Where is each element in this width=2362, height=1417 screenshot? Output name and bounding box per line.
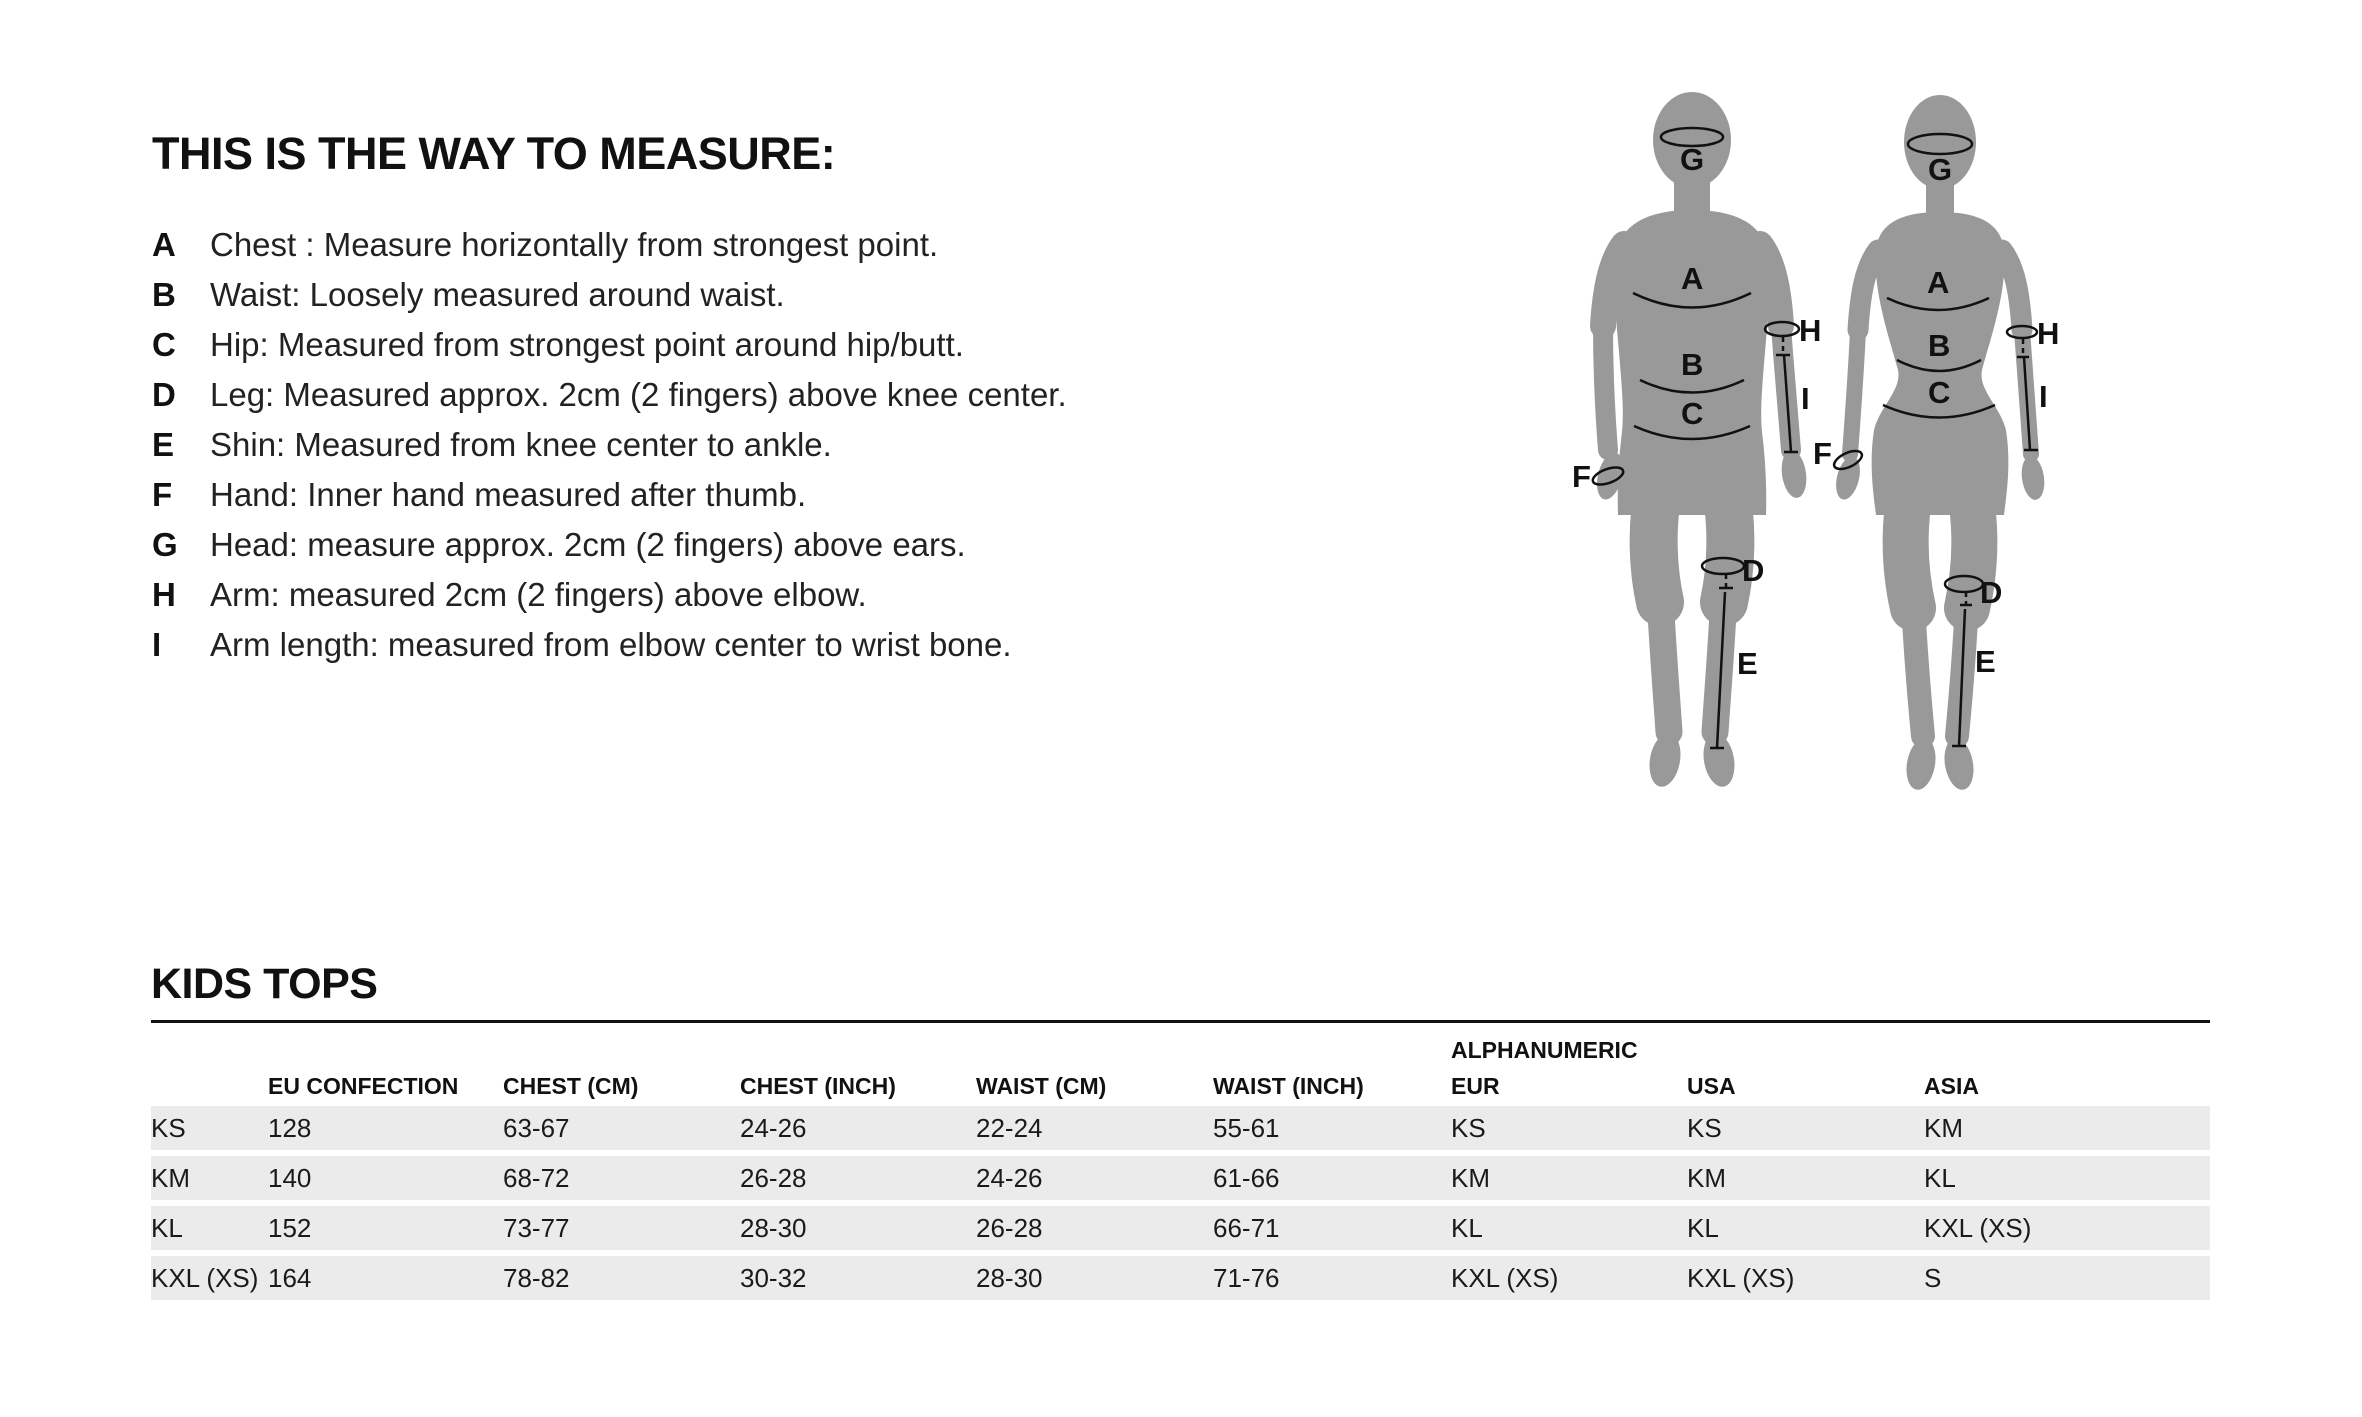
column-header: EU CONFECTION (268, 1073, 459, 1100)
male-label-chest-a: A (1681, 261, 1704, 296)
male-label-armlength-i: I (1801, 381, 1810, 416)
size-cell: 22-24 (976, 1106, 1213, 1150)
size-cell: 73-77 (503, 1206, 740, 1250)
body-measurement-diagram (1570, 60, 2190, 820)
measure-key: A (152, 225, 176, 263)
size-cell: 24-26 (740, 1106, 976, 1150)
size-cell: KM (1924, 1106, 2210, 1150)
measure-item-f (152, 470, 1067, 520)
measure-text: Arm length: measured from elbow center to wrist bone. (210, 625, 1012, 663)
size-cell: KS (1451, 1106, 1687, 1150)
measure-list (152, 220, 1067, 670)
male-left-shin (1660, 594, 1669, 732)
male-label-leg-d: D (1742, 553, 1765, 588)
column-header: EUR (1451, 1073, 1500, 1100)
male-label-hip-c: C (1681, 396, 1704, 431)
size-row-label: KL (151, 1206, 268, 1250)
size-cell: 152 (268, 1206, 503, 1250)
measure-key: I (152, 625, 162, 663)
female-left-shin (1913, 600, 1923, 736)
measure-text: Chest : Measure horizontally from strongest point. (210, 225, 939, 263)
male-label-head-g: G (1680, 142, 1705, 177)
measure-item-e (152, 420, 1067, 470)
female-label-head-g: G (1928, 152, 1953, 187)
measure-item-d (152, 370, 1067, 420)
size-cell: KS (1687, 1106, 1924, 1150)
female-body (1832, 95, 2047, 792)
spacer-cell (151, 1040, 268, 1064)
column-header: ASIA (1924, 1073, 1979, 1100)
measure-key: H (152, 575, 176, 613)
spacer-cell (503, 1040, 740, 1064)
measure-item-a (152, 220, 1067, 270)
size-cell: 140 (268, 1156, 503, 1200)
measure-key: D (152, 375, 176, 413)
measure-text: Leg: Measured approx. 2cm (2 fingers) above knee center. (210, 375, 1067, 413)
measure-guide (152, 128, 1067, 670)
male-label-hand-f: F (1572, 459, 1591, 494)
male-label-arm-h: H (1799, 313, 1822, 348)
spacer-cell (1924, 1040, 2210, 1064)
size-cell: 24-26 (976, 1156, 1213, 1200)
size-cell: 28-30 (976, 1256, 1213, 1300)
size-cell: KM (1451, 1156, 1687, 1200)
female-right-upper-arm (2002, 250, 2022, 330)
size-cell: S (1924, 1256, 2210, 1300)
size-cell: KM (1687, 1156, 1924, 1200)
female-label-arm-h: H (2037, 316, 2060, 351)
size-cell: 128 (268, 1106, 503, 1150)
spacer-cell (740, 1040, 976, 1064)
measure-guide-title: THIS IS THE WAY TO MEASURE: (152, 128, 836, 179)
size-cell: 61-66 (1213, 1156, 1451, 1200)
female-figure (1813, 95, 2059, 792)
kids-tops-section (151, 960, 2210, 1300)
measure-text: Shin: Measured from knee center to ankle. (210, 425, 832, 463)
size-cell: 68-72 (503, 1156, 740, 1200)
spacer-cell (1687, 1040, 1924, 1064)
size-cell: 26-28 (740, 1156, 976, 1200)
size-cell: 66-71 (1213, 1206, 1451, 1250)
female-label-hand-f: F (1813, 436, 1832, 471)
size-cell: 71-76 (1213, 1256, 1451, 1300)
female-label-shin-e: E (1975, 644, 1996, 679)
measure-text: Hand: Inner hand measured after thumb. (210, 475, 807, 513)
female-label-hip-c: C (1928, 375, 1951, 410)
female-left-forearm (1850, 330, 1858, 454)
size-cell: 63-67 (503, 1106, 740, 1150)
size-cell: 30-32 (740, 1256, 976, 1300)
female-label-waist-b: B (1928, 328, 1951, 363)
female-left-upper-arm (1858, 250, 1878, 330)
column-group-header: ALPHANUMERIC (1451, 1037, 1638, 1064)
measure-key: G (152, 525, 178, 563)
female-label-chest-a: A (1927, 265, 1950, 300)
column-header: CHEST (INCH) (740, 1073, 896, 1100)
measure-item-i (152, 620, 1067, 670)
measure-text: Head: measure approx. 2cm (2 fingers) above ears. (210, 525, 966, 563)
measure-item-g (152, 520, 1067, 570)
spacer-cell (976, 1040, 1213, 1064)
measure-key: B (152, 275, 176, 313)
kids-tops-table (151, 1037, 2210, 1300)
measure-text: Waist: Loosely measured around waist. (210, 275, 785, 313)
column-header: WAIST (CM) (976, 1073, 1107, 1100)
measure-key: F (152, 475, 173, 513)
female-label-leg-d: D (1980, 575, 2003, 610)
male-body (1593, 92, 1810, 789)
column-header: WAIST (INCH) (1213, 1073, 1364, 1100)
male-figure (1572, 92, 1821, 789)
column-header: CHEST (CM) (503, 1073, 639, 1100)
spacer-cell (1213, 1040, 1451, 1064)
size-cell: KL (1451, 1206, 1687, 1250)
size-cell: 26-28 (976, 1206, 1213, 1250)
section-title: KIDS TOPS (151, 960, 2210, 1023)
measure-item-b (152, 270, 1067, 320)
column-header: USA (1687, 1073, 1736, 1100)
column-header (151, 1070, 268, 1100)
size-cell: 78-82 (503, 1256, 740, 1300)
male-label-shin-e: E (1737, 646, 1758, 681)
size-row-label: KXL (XS) (151, 1256, 268, 1300)
female-torso (1872, 212, 2009, 515)
size-row-label: KM (151, 1156, 268, 1200)
measure-item-c (152, 320, 1067, 370)
measure-text: Hip: Measured from strongest point around hip/butt. (210, 325, 964, 363)
size-row-label: KS (151, 1106, 268, 1150)
size-cell: 164 (268, 1256, 503, 1300)
size-cell: KXL (XS) (1924, 1206, 2210, 1250)
size-cell: KL (1924, 1156, 2210, 1200)
measure-key: C (152, 325, 176, 363)
female-label-armlength-i: I (2039, 379, 2048, 414)
male-label-waist-b: B (1681, 347, 1704, 382)
spacer-cell (268, 1040, 503, 1064)
measure-text: Arm: measured 2cm (2 fingers) above elbow. (210, 575, 867, 613)
size-cell: 28-30 (740, 1206, 976, 1250)
male-left-forearm (1603, 326, 1608, 450)
size-cell: KXL (XS) (1687, 1256, 1924, 1300)
size-cell: 55-61 (1213, 1106, 1451, 1150)
male-neck (1674, 180, 1710, 214)
size-cell: KXL (XS) (1451, 1256, 1687, 1300)
measure-key: E (152, 425, 175, 463)
size-cell: KL (1687, 1206, 1924, 1250)
measure-item-h (152, 570, 1067, 620)
